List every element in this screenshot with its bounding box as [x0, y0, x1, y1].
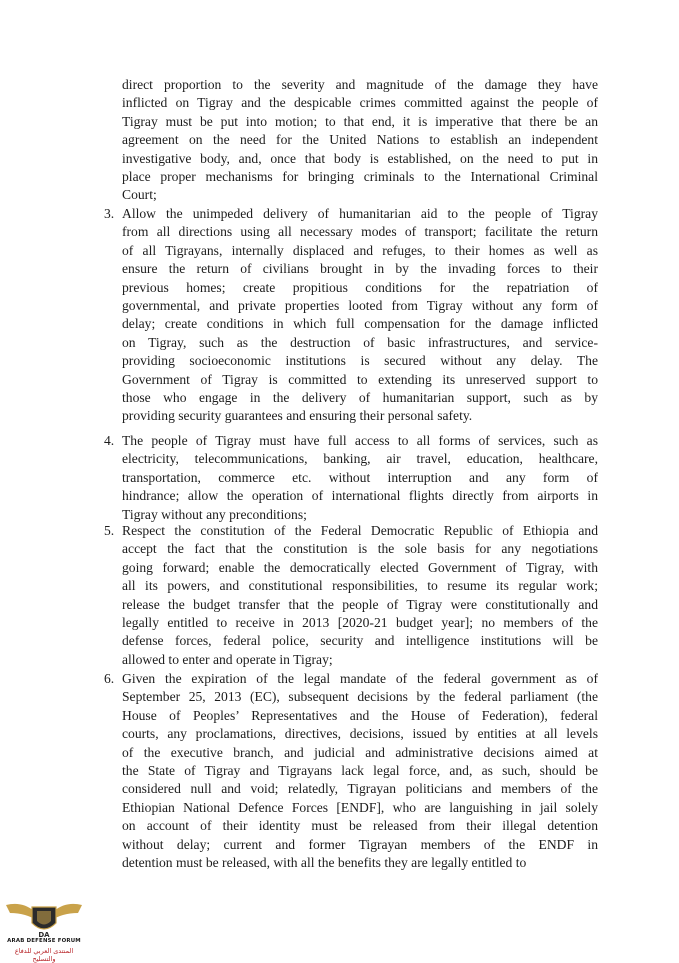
text-line: transportation, commerce etc. without interruption and any form of [122, 469, 598, 485]
text-line: of all Tigrayans, internally displaced and refuges, to their homes as well as [122, 242, 598, 258]
text-line: inflicted on Tigray and the despicable crimes committed against the people of [122, 95, 598, 111]
eagle-emblem-icon [4, 897, 84, 939]
text-line: investigative body, and, once that body is established, on the need to put in [122, 150, 598, 166]
text-line: on Tigray, such as the destruction of basic infrastructures, and service- [122, 334, 598, 350]
text-line: Government of Tigray is committed to extending its unreserved support to [122, 371, 598, 387]
text-line: considered null and void; relatedly, Tigrayan politicians and members of the [122, 781, 598, 797]
item-2-continuation [122, 76, 598, 205]
text-line: Court; [122, 187, 157, 203]
text-line: House of Peoples’ Representatives and the House of Federation), federal [122, 707, 598, 723]
text-line: legally entitled to receive in 2013 [2020-21 budget year]; no members of the [122, 614, 598, 630]
item-3-number: 3. [104, 206, 115, 221]
text-line: detention must be released, with all the benefits they are legally entitled to [122, 854, 527, 870]
text-line: providing socioeconomic institutions is secured without any delay. The [122, 353, 598, 369]
text-line: on account of their identity must be released from their illegal detention [122, 818, 598, 834]
text-line: from all directions using all necessary modes of transport; facilitate the return [122, 224, 598, 240]
item-5-number: 5. [104, 523, 115, 538]
text-line: September 25, 2013 (EC), subsequent decisions by the federal parliament (the [122, 689, 598, 705]
text-line: Ethiopian National Defence Forces [ENDF], who are languishing in jail solely [122, 799, 598, 815]
watermark-logo [4, 897, 84, 963]
text-line: agreement on the need for the United Nations to establish an independent [122, 132, 598, 148]
item-3-text [122, 205, 598, 426]
text-line: electricity, telecommunications, banking, air travel, education, healthcare, [122, 451, 598, 467]
text-line: Respect the constitution of the Federal Democratic Republic of Ethiopia and [122, 523, 598, 538]
text-line: release the budget transfer that the people of Tigray were constitutionally and [122, 596, 598, 612]
text-line: governmental, and private properties looted from Tigray without any form of [122, 297, 598, 313]
text-line: accept the fact that the constitution is the sole basis for any negotiations [122, 541, 598, 557]
text-line: courts, any proclamations, directives, decisions, issued by entities at all levels [122, 726, 598, 742]
text-line: place proper mechanisms for bringing criminals to the International Criminal [122, 168, 598, 184]
text-line: hindrance; allow the operation of international flights directly from airports in [122, 488, 598, 504]
text-line: Allow the unimpeded delivery of humanitarian aid to the people of Tigray [122, 206, 598, 221]
text-line: going forward; enable the democratically elected Government of Tigray, with [122, 559, 598, 575]
text-line: the State of Tigray and Tigrayans lack legal force, and, as such, should be [122, 762, 598, 778]
text-line: delay; create conditions in which full compensation for the damage inflicted [122, 316, 598, 332]
text-line: without delay; current and former Tigrayan members of the ENDF in [122, 836, 598, 852]
item-4-number: 4. [104, 433, 115, 448]
text-line: ensure the return of civilians brought in by the invading forces to their [122, 261, 598, 277]
item-4-text [122, 432, 598, 524]
logo-initials: DA [38, 931, 50, 939]
text-line: The people of Tigray must have full access to all forms of services, such as [122, 433, 598, 448]
text-line: defense forces, federal police, security and intelligence institutions will be [122, 633, 598, 649]
text-line: all its powers, and constitutional responsibilities, to resume its regular work; [122, 578, 598, 594]
text-line: of the executive branch, and judicial and administrative decisions aimed at [122, 744, 598, 760]
logo-name: ARAB DEFENSE FORUM [7, 938, 81, 944]
logo-arabic-name: المنتدى العربي للدفاع والتسليح [14, 947, 74, 963]
text-line: Tigray without any preconditions; [122, 506, 307, 522]
item-6-text [122, 670, 598, 872]
text-line: providing security guarantees and ensuring their personal safety. [122, 408, 473, 424]
text-line: direct proportion to the severity and magnitude of the damage they have [122, 77, 598, 92]
text-line: Tigray must be put into motion; to that end, it is imperative that there be an [122, 113, 598, 129]
item-6-number: 6. [104, 671, 115, 686]
text-line: Given the expiration of the legal mandate of the federal government as of [122, 671, 598, 686]
item-5-text [122, 522, 598, 669]
text-line: previous homes; create propitious conditions for the repatriation of [122, 279, 598, 295]
text-line: allowed to enter and operate in Tigray; [122, 651, 333, 667]
text-line: those who engage in the delivery of humanitarian support, such as by [122, 389, 598, 405]
